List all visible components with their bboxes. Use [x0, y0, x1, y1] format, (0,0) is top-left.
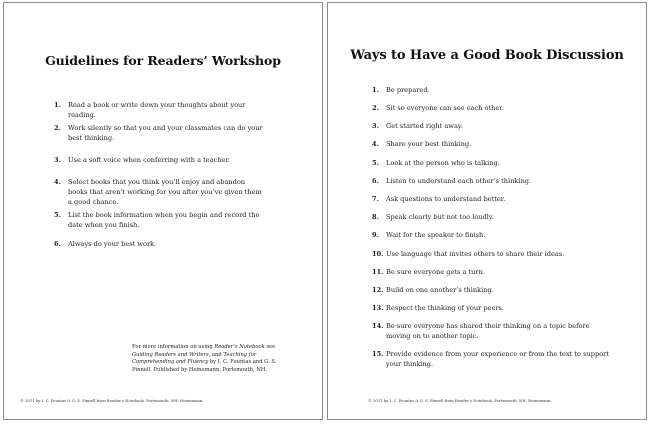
item-number: 9.	[372, 231, 379, 239]
item-number: 8.	[372, 213, 379, 221]
item-text: Share your best thinking.	[386, 140, 472, 148]
item-text: Build on one another’s thinking.	[386, 286, 494, 294]
item-number: 15.	[372, 350, 384, 358]
list-item	[372, 249, 612, 259]
list-item	[54, 210, 264, 230]
item-number: 6.	[54, 240, 61, 248]
item-number: 1.	[54, 101, 61, 109]
item-text: Speak clearly but not too loudly.	[386, 213, 494, 221]
list-item	[372, 349, 612, 369]
right-page	[327, 2, 647, 420]
item-text: Be sure everyone gets a turn.	[386, 268, 485, 276]
item-number: 4.	[372, 140, 379, 148]
list-item	[372, 303, 612, 313]
item-text: Get started right away.	[386, 122, 463, 130]
item-text: Always do your best work.	[68, 240, 157, 248]
item-text: Work silently so that you and your classmates can do your best thinking.	[68, 124, 263, 142]
item-text: Respect the thinking of your peers.	[386, 304, 504, 312]
list-item	[54, 100, 264, 120]
list-item	[372, 103, 612, 113]
list-item	[372, 139, 612, 149]
list-item	[54, 123, 264, 143]
reference-note	[132, 344, 282, 374]
page-title: Ways to Have a Good Book Discussion	[350, 48, 624, 63]
left-page	[3, 2, 323, 420]
list-item	[372, 121, 612, 131]
copyright-footer: © 2011 by I. C. Fountas & G. S. Pinnell from Reader’s Notebook. Portsmouth, NH: Heinemann.	[20, 398, 204, 403]
list-item	[372, 285, 612, 295]
page-title: Guidelines for Readers’ Workshop	[45, 53, 281, 68]
item-text: Use language that invites others to share their ideas.	[386, 250, 565, 258]
note-text: see	[264, 344, 276, 350]
note-book-title: Guiding Readers and Writers	[132, 351, 209, 358]
list-item	[372, 230, 612, 240]
note-text: by I. C. Fountas and G. S. Pinnell. Published by Heinemann, Portsmouth, NH.	[132, 359, 277, 373]
item-number: 7.	[372, 195, 379, 203]
item-text: Use a soft voice when conferring with a teacher.	[68, 156, 230, 164]
item-number: 6.	[372, 177, 379, 185]
copyright-footer: © 2011 by I. C. Fountas & G. S. Pinnell from Reader’s Notebook. Portsmouth, NH: Heinemann.	[368, 398, 552, 403]
item-text: Be prepared.	[386, 86, 430, 94]
item-text: Sit so everyone can see each other.	[386, 104, 504, 112]
list-item	[54, 239, 264, 249]
list-item	[54, 155, 264, 165]
item-number: 13.	[372, 304, 384, 312]
item-text: Look at the person who is talking.	[386, 159, 500, 167]
note-text: , and	[208, 351, 224, 358]
item-text: Provide evidence from your experience or from the text to support your thinking.	[386, 350, 609, 368]
note-book-title: Teaching for Comprehending and Fluency	[132, 351, 257, 366]
list-item	[372, 321, 612, 341]
item-number: 1.	[372, 86, 379, 94]
item-text: Listen to understand each other’s thinking.	[386, 177, 532, 185]
item-text: Wait for the speaker to finish.	[386, 231, 486, 239]
item-number: 2.	[372, 104, 379, 112]
item-number: 5.	[54, 211, 61, 219]
list-item	[372, 176, 612, 186]
note-text: For more information on using	[132, 344, 215, 350]
item-text: Ask questions to understand better.	[386, 195, 506, 203]
item-number: 5.	[372, 159, 379, 167]
item-number: 3.	[54, 156, 61, 164]
list-item	[372, 267, 612, 277]
item-number: 14.	[372, 322, 384, 330]
list-item	[54, 177, 264, 207]
item-number: 3.	[372, 122, 379, 130]
item-number: 12.	[372, 286, 384, 294]
list-item	[372, 158, 612, 168]
list-item	[372, 85, 612, 95]
list-item	[372, 194, 612, 204]
list-item	[372, 212, 612, 222]
item-number: 10.	[372, 250, 384, 258]
item-text: Be sure everyone has shared their thinking on a topic before moving on to another topic.	[386, 322, 590, 340]
item-number: 11.	[372, 268, 384, 276]
item-number: 2.	[54, 124, 61, 132]
item-number: 4.	[54, 178, 61, 186]
note-book-title: Reader’s Notebook	[214, 344, 265, 350]
item-text: List the book information when you begin and record the date when you finish.	[68, 211, 260, 229]
item-text: Read a book or write down your thoughts about your reading.	[68, 101, 246, 119]
item-text: Select books that you think you’ll enjoy and abandon books that aren’t working for you after you’ve given them a good chance.	[68, 178, 262, 206]
